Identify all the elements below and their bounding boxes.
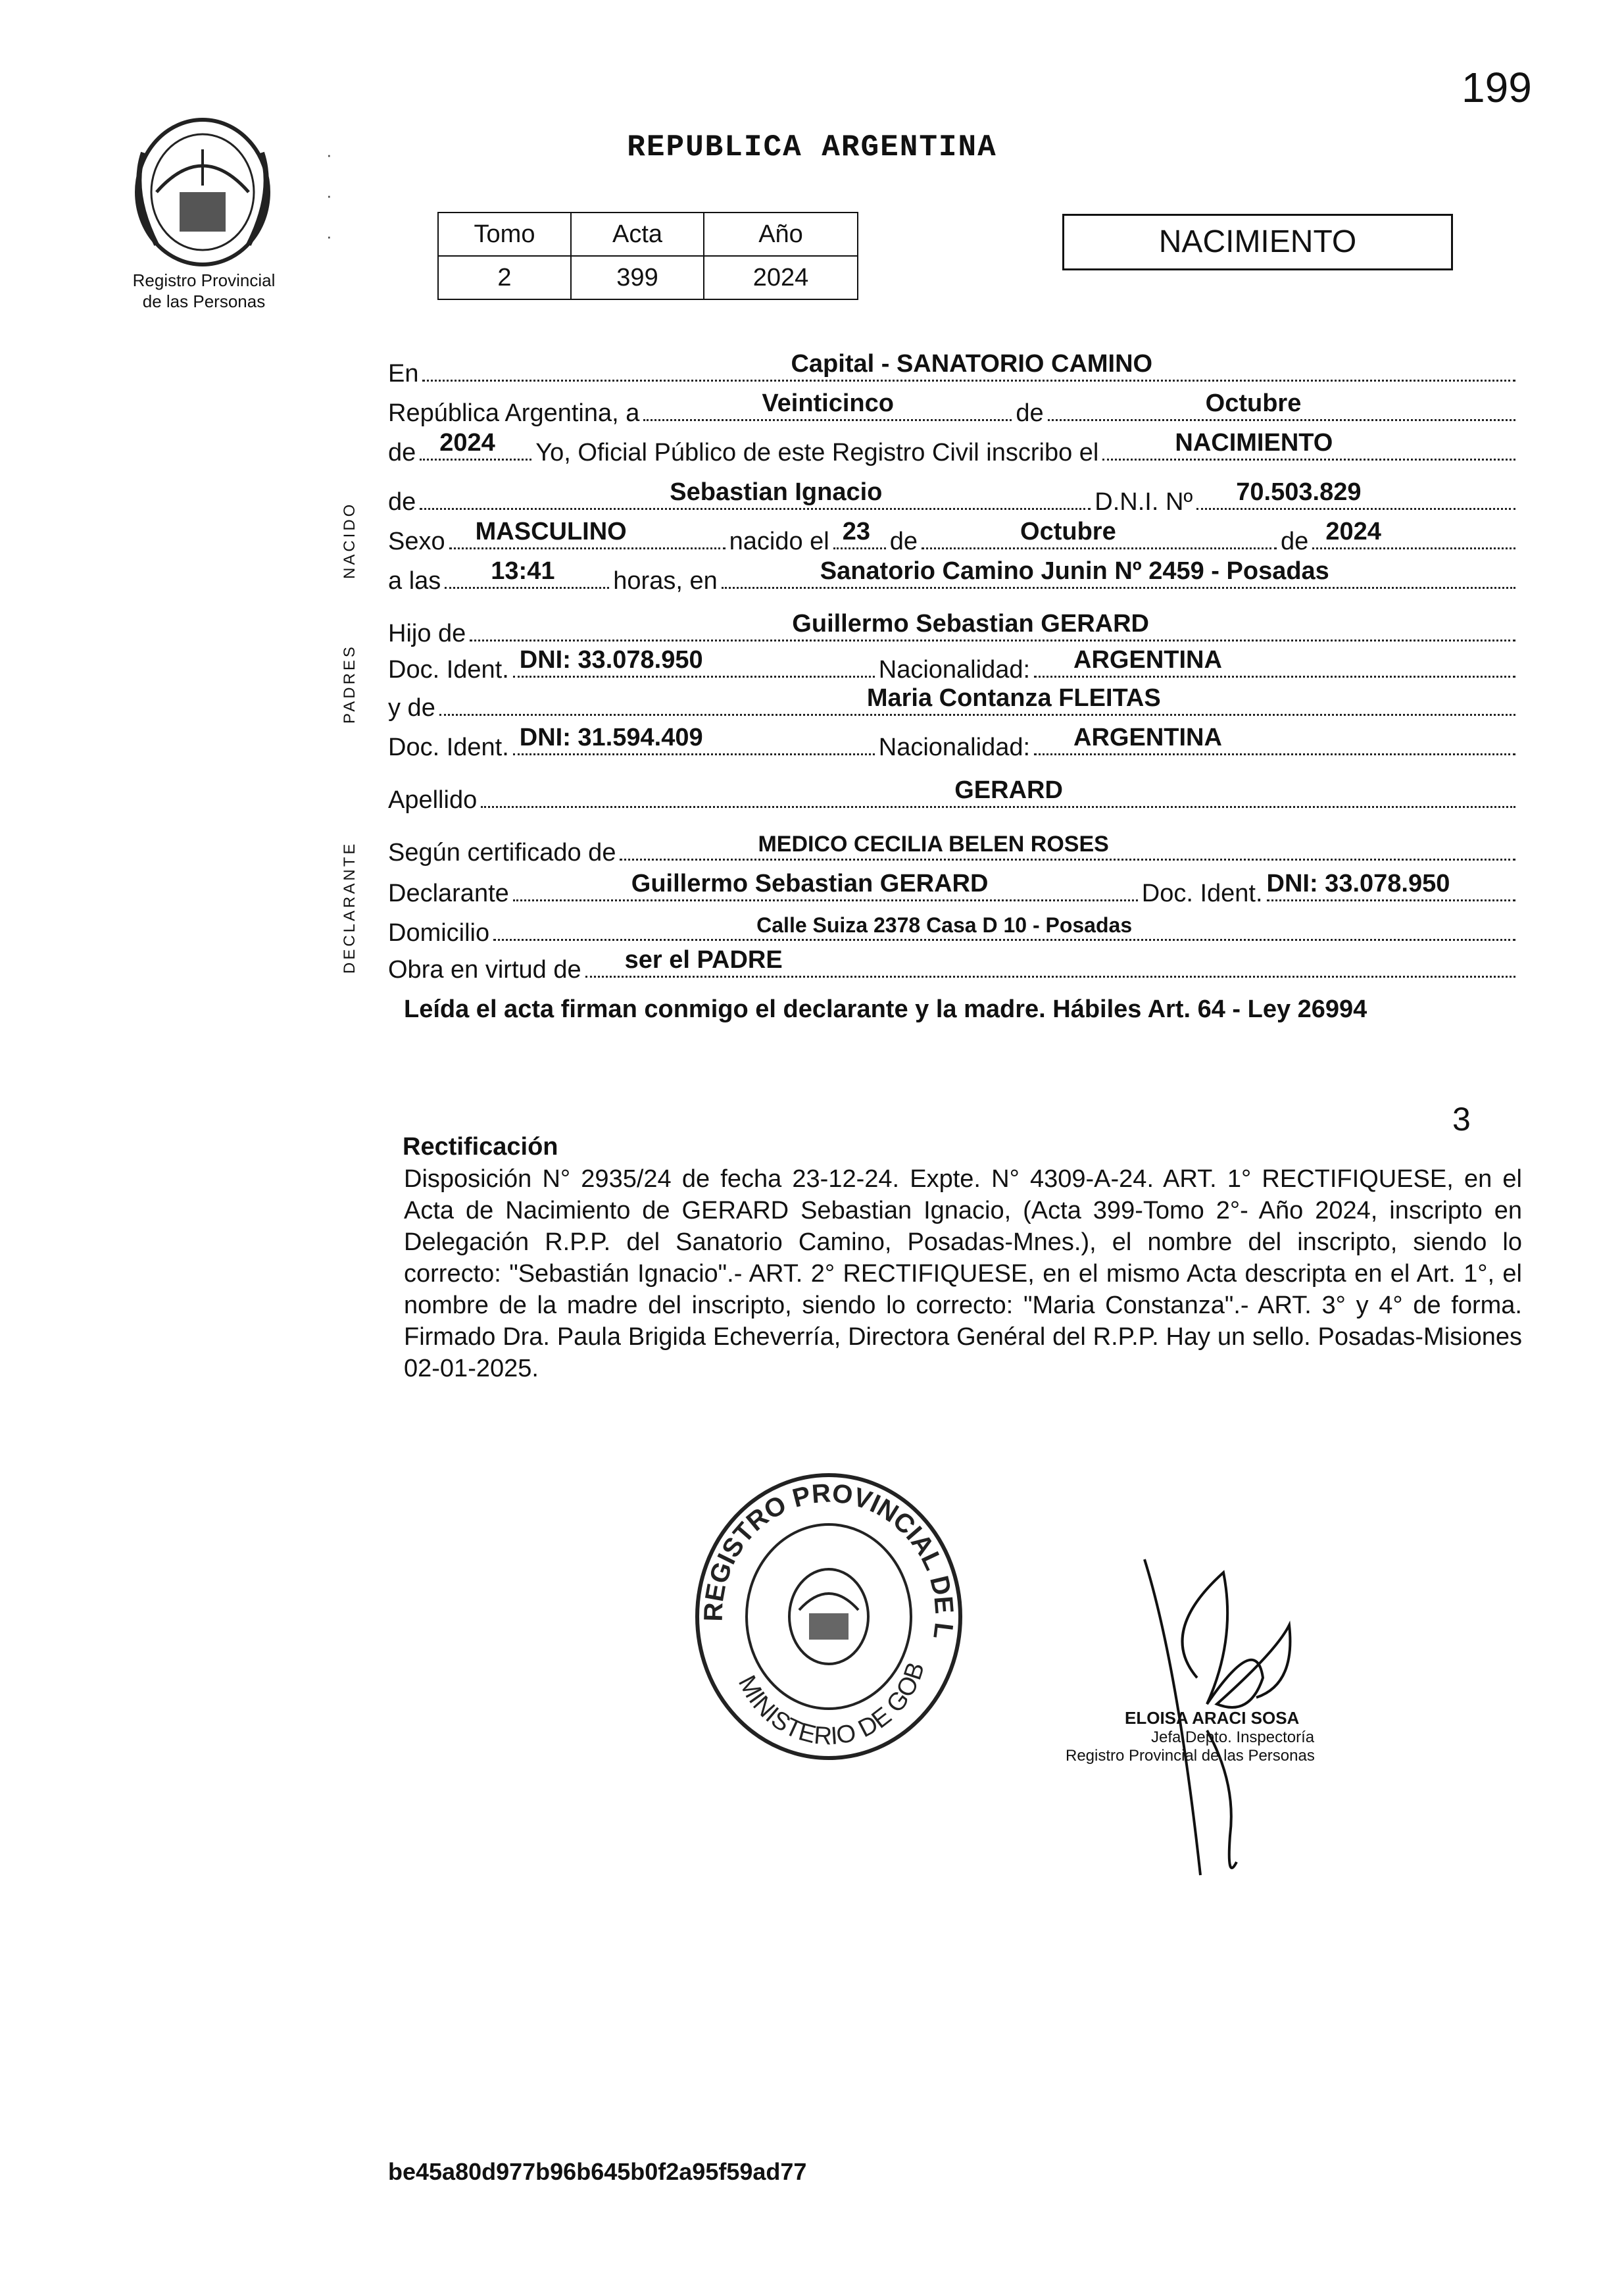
anio-header: Año [704, 213, 858, 256]
nacido-month: Octubre [1020, 518, 1116, 545]
field-row-apellido [388, 776, 1519, 815]
closing-note: Leída el acta firman conmigo el declarante y la madre. Hábiles Art. 64 - Ley 26994 [404, 995, 1367, 1023]
fecha-day: Veinticinco [762, 390, 894, 417]
padre-label: Hijo de [388, 620, 466, 647]
sexo-label: Sexo [388, 528, 445, 555]
field-row-fecha [388, 390, 1519, 428]
madre-doc-label: Doc. Ident. [388, 734, 509, 761]
declarante-value: Guillermo Sebastian GERARD [631, 870, 989, 897]
field-row-padre-doc [388, 646, 1519, 684]
field-row-padre [388, 610, 1519, 648]
fecha-de-label: de [1016, 399, 1044, 427]
record-type-box: NACIMIENTO [1062, 214, 1453, 270]
field-row-madre [388, 684, 1519, 722]
padre-doc-label: Doc. Ident. [388, 656, 509, 684]
en-label: En [388, 360, 419, 388]
madre-value: Maria Contanza FLEITAS [866, 684, 1161, 712]
declarante-doc-label: Doc. Ident. [1141, 880, 1263, 907]
hora-label: a las [388, 567, 441, 595]
declarante-doc-value: DNI: 33.078.950 [1266, 870, 1450, 897]
anio-year: 2024 [439, 429, 495, 457]
field-row-anio [388, 429, 1519, 467]
hora-en-label: horas, en [613, 567, 718, 595]
en-value: Capital - SANATORIO CAMINO [791, 350, 1153, 378]
stamp-line-1: ELOISA ARACI SOSA [1125, 1708, 1300, 1728]
dni-label: D.N.I. Nº [1095, 488, 1193, 516]
tomo-header: Tomo [438, 213, 571, 256]
record-reference-table [437, 212, 858, 300]
field-row-sexo [388, 518, 1519, 556]
domicilio-label: Domicilio [388, 919, 490, 947]
anio-value: 2024 [704, 256, 858, 299]
side-label-nacido: NACIDO [341, 501, 358, 579]
acta-header: Acta [571, 213, 704, 256]
madre-nacionalidad-label: Nacionalidad: [878, 734, 1031, 761]
lugar-value: Sanatorio Camino Junin Nº 2459 - Posadas [820, 557, 1329, 585]
padre-doc-value: DNI: 33.078.950 [519, 646, 703, 674]
apellido-value: GERARD [954, 776, 1063, 804]
madre-doc-value: DNI: 31.594.409 [519, 724, 703, 751]
declarante-label: Declarante [388, 880, 509, 907]
fecha-month: Octubre [1205, 390, 1302, 417]
padre-value: Guillermo Sebastian GERARD [792, 610, 1149, 638]
side-label-declarante: DECLARANTE [341, 841, 358, 974]
dni-value: 70.503.829 [1236, 478, 1362, 506]
anio-inscribo-label: Yo, Oficial Público de este Registro Civil inscribo el [535, 439, 1099, 466]
fecha-label: República Argentina, a [388, 399, 640, 427]
page-number: 199 [1462, 64, 1532, 111]
field-row-hora [388, 557, 1519, 595]
nacido-label: nacido el [729, 528, 829, 555]
domicilio-value: Calle Suiza 2378 Casa D 10 - Posadas [756, 913, 1133, 937]
anio-de-label: de [388, 439, 416, 466]
record-reference-header-row [438, 213, 858, 256]
field-row-obra [388, 946, 1519, 984]
seal-outer-text: REGISTRO PROVINCIAL DE L [699, 1478, 959, 1641]
apellido-label: Apellido [388, 786, 478, 814]
madre-label: y de [388, 694, 435, 722]
official-seal [687, 1469, 970, 1765]
registry-name-caption [99, 270, 309, 312]
document-hash: be45a80d977b96b645b0f2a95f59ad77 [388, 2158, 807, 2185]
field-row-madre-doc [388, 724, 1519, 762]
hora-value: 13:41 [491, 557, 555, 585]
field-row-domicilio [388, 915, 1519, 947]
padre-nacionalidad-value: ARGENTINA [1073, 646, 1222, 674]
country-title: REPUBLICA ARGENTINA [627, 130, 997, 164]
stamp-line-2: Jefa Depto. Inspectoría [1151, 1728, 1315, 1746]
stamp-line-3: Registro Provincial de las Personas [1066, 1747, 1315, 1765]
rectification-heading: Rectificación [403, 1133, 558, 1161]
nacido-de-label: de [889, 528, 918, 555]
record-reference-value-row [438, 256, 858, 299]
nombre-value: Sebastian Ignacio [670, 478, 883, 506]
nacido-de-label-2: de [1281, 528, 1309, 555]
registry-name-line-2: de las Personas [142, 291, 266, 311]
obra-label: Obra en virtud de [388, 956, 581, 984]
nacido-day: 23 [842, 518, 871, 545]
margin-ticks: · · · [326, 145, 332, 246]
seal-bottom-text: MINISTERIO DE GOB [732, 1659, 931, 1751]
sexo-value: MASCULINO [475, 518, 627, 545]
nacido-year: 2024 [1325, 518, 1381, 545]
rectification-number: 3 [1452, 1101, 1471, 1138]
rectification-text: Disposición N° 2935/24 de fecha 23-12-24. Expte. N° 4309-A-24. ART. 1° RECTIFIQUESE, en el Acta de Nacimiento de GERARD Sebastian Ignacio, (Acta 399-Tomo 2°- Año 2024, inscripto en Delegación R.P.P. del Sanatorio Camino, Posadas-Mnes.), el nombre del inscripto, siendo lo correcto: "Sebastián Ignacio".- ART. 2° RECTIFIQUESE, en el mismo Acta descripta en el Art. 1°, el nombre de la madre del inscripto, siendo lo correcto: "Maria Constanza".- ART. 3° y 4° de forma. Firmado Dra. Paula Brigida Echeverría, Directora Genéral del R.P.P. Hay un sello. Posadas-Misiones 02-01-2025. [404, 1165, 1522, 1382]
certificado-label: Según certificado de [388, 839, 616, 867]
obra-value: ser el PADRE [624, 946, 783, 974]
acta-value: 399 [571, 256, 704, 299]
field-row-certificado [388, 834, 1519, 867]
anio-tipo: NACIMIENTO [1175, 429, 1333, 457]
field-row-en [388, 350, 1519, 388]
field-row-nombre [388, 478, 1519, 516]
padre-nacionalidad-label: Nacionalidad: [878, 656, 1031, 684]
registry-name-line-1: Registro Provincial [132, 270, 276, 290]
certificado-value: MEDICO CECILIA BELEN ROSES [758, 832, 1109, 857]
madre-nacionalidad-value: ARGENTINA [1073, 724, 1222, 751]
field-row-declarante [388, 870, 1519, 908]
signature-stamp [1039, 1533, 1408, 1888]
side-label-padres: PADRES [341, 644, 358, 724]
nombre-de-label: de [388, 488, 416, 516]
tomo-value: 2 [438, 256, 571, 299]
